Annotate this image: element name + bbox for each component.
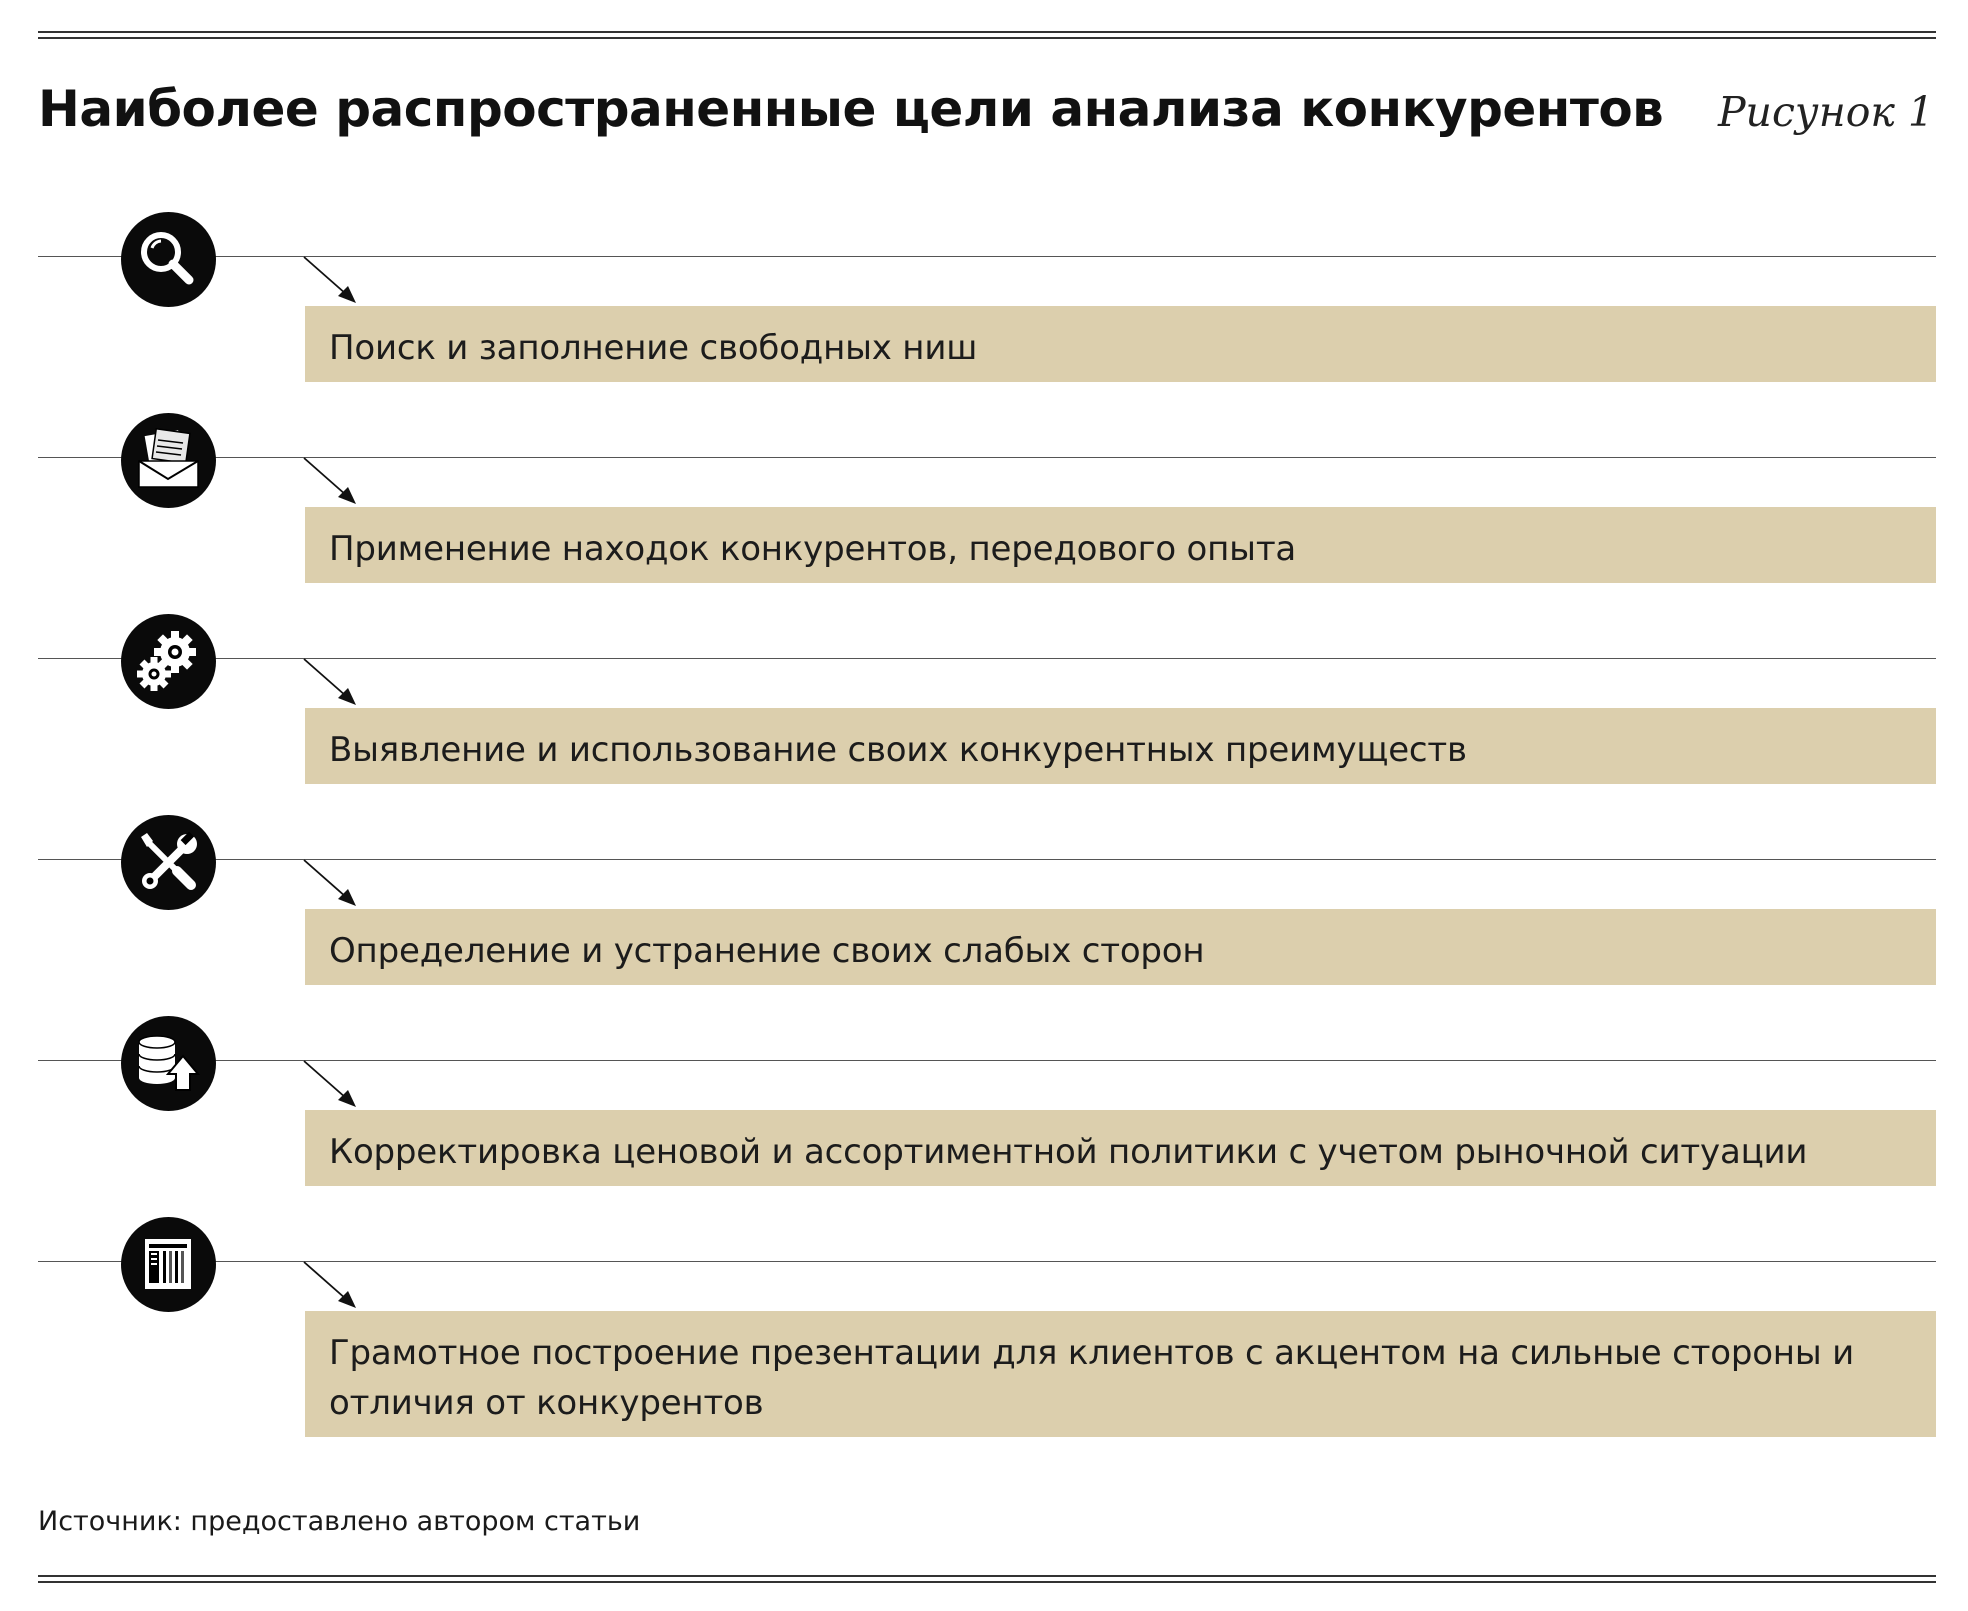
envelope-documents-icon <box>121 413 216 508</box>
figure-number-label: Рисунок 1 <box>1717 88 1934 136</box>
arrow-icon <box>302 256 362 308</box>
bottom-double-rule <box>38 1575 1936 1583</box>
goal-box: Применение находок конкурентов, передового опыта <box>305 507 1936 583</box>
goal-box: Определение и устранение своих слабых сторон <box>305 909 1936 985</box>
presentation-icon <box>121 1217 216 1312</box>
database-upload-icon <box>121 1016 216 1111</box>
goal-box: Поиск и заполнение свободных ниш <box>305 306 1936 382</box>
goal-box: Выявление и использование своих конкурентных преимуществ <box>305 708 1936 784</box>
top-double-rule <box>38 31 1936 39</box>
gears-icon <box>121 614 216 709</box>
wrench-screwdriver-icon <box>121 815 216 910</box>
arrow-icon <box>302 658 362 710</box>
arrow-icon <box>302 457 362 509</box>
figure-title: Наиболее распространенные цели анализа конкурентов <box>38 80 1664 138</box>
arrow-icon <box>302 1060 362 1112</box>
goal-box: Грамотное построение презентации для клиентов с акцентом на сильные стороны и отличия от конкурентов <box>305 1311 1936 1437</box>
arrow-icon <box>302 1261 362 1313</box>
source-note: Источник: предоставлено автором статьи <box>38 1506 641 1537</box>
arrow-icon <box>302 859 362 911</box>
goal-box: Корректировка ценовой и ассортиментной политики с учетом рыночной ситуации <box>305 1110 1936 1186</box>
magnifier-icon <box>121 212 216 307</box>
